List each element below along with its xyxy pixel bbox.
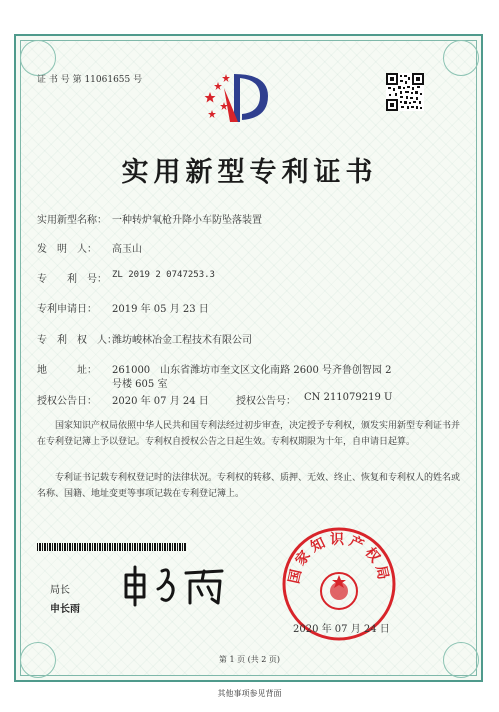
corner-ornament	[20, 40, 56, 76]
field-value-grant-date: 2020 年 07 月 24 日	[112, 396, 209, 407]
field-label-patent-number: 专 利 号：	[37, 274, 107, 285]
logo-p-shape	[234, 74, 268, 122]
field-value-inventor: 高玉山	[112, 244, 142, 255]
star-icon	[205, 92, 216, 103]
field-label-filing-date: 专利申请日：	[37, 304, 97, 315]
paragraph-grant-statement: 国家知识产权局依照中华人民共和国专利法经过初步审查，决定授予专利权，颁发实用新型专利证书并在专利登记簿上予以登记。专利权自授权公告之日起生效。专利权期限为十年，自申请日起算。	[37, 421, 461, 447]
field-label-grant-date: 授权公告日：	[37, 396, 97, 407]
back-note: 其他事项参见背面	[217, 689, 282, 698]
field-label-address: 地 址：	[37, 365, 97, 376]
page-number: 第 1 页 (共 2 页)	[218, 655, 281, 664]
field-value-address-line1: 261000 山东省潍坊市奎文区文化南路 2600 号齐鲁创智园 2	[112, 365, 392, 376]
field-label-utility-model-name: 实用新型名称：	[37, 215, 107, 226]
certificate-number: 证 书 号 第 11061655 号	[37, 75, 143, 85]
handwritten-signature	[118, 563, 238, 608]
certificate-inner-border	[20, 40, 477, 676]
field-value-address-line2: 号楼 605 室	[112, 379, 168, 390]
signatory-name: 申长雨	[50, 604, 80, 615]
star-icon	[208, 110, 216, 118]
cnipa-logo	[198, 66, 278, 128]
field-label-grant-number: 授权公告号：	[236, 396, 296, 407]
seal-date: 2020 年 07 月 24 日	[293, 624, 390, 635]
field-value-patentee: 潍坊峻林冶金工程技术有限公司	[112, 335, 252, 346]
star-icon	[222, 74, 230, 82]
seal-text: 国家知识产权局	[286, 532, 392, 586]
star-icon	[214, 82, 222, 90]
field-value-filing-date: 2019 年 05 月 23 日	[112, 304, 209, 315]
paragraph-legal-status: 专利证书记载专利权登记时的法律状况。专利权的转移、质押、无效、终止、恢复和专利权人的姓名或名称、国籍、地址变更等事项记载在专利登记簿上。	[37, 473, 461, 499]
field-label-inventor: 发 明 人：	[37, 244, 97, 255]
qr-code	[386, 73, 424, 111]
signatory-title: 局长	[50, 585, 70, 596]
barcode	[37, 543, 187, 551]
field-value-grant-number: CN 211079219 U	[304, 392, 393, 403]
corner-ornament	[443, 40, 479, 76]
field-value-patent-number: ZL 2019 2 0747253.3	[112, 270, 215, 280]
certificate-title: 实用新型专利证书	[121, 157, 378, 188]
field-label-patentee: 专 利 权 人：	[37, 335, 117, 346]
field-value-utility-model-name: 一种转炉氧枪升降小车防坠落装置	[112, 215, 262, 226]
